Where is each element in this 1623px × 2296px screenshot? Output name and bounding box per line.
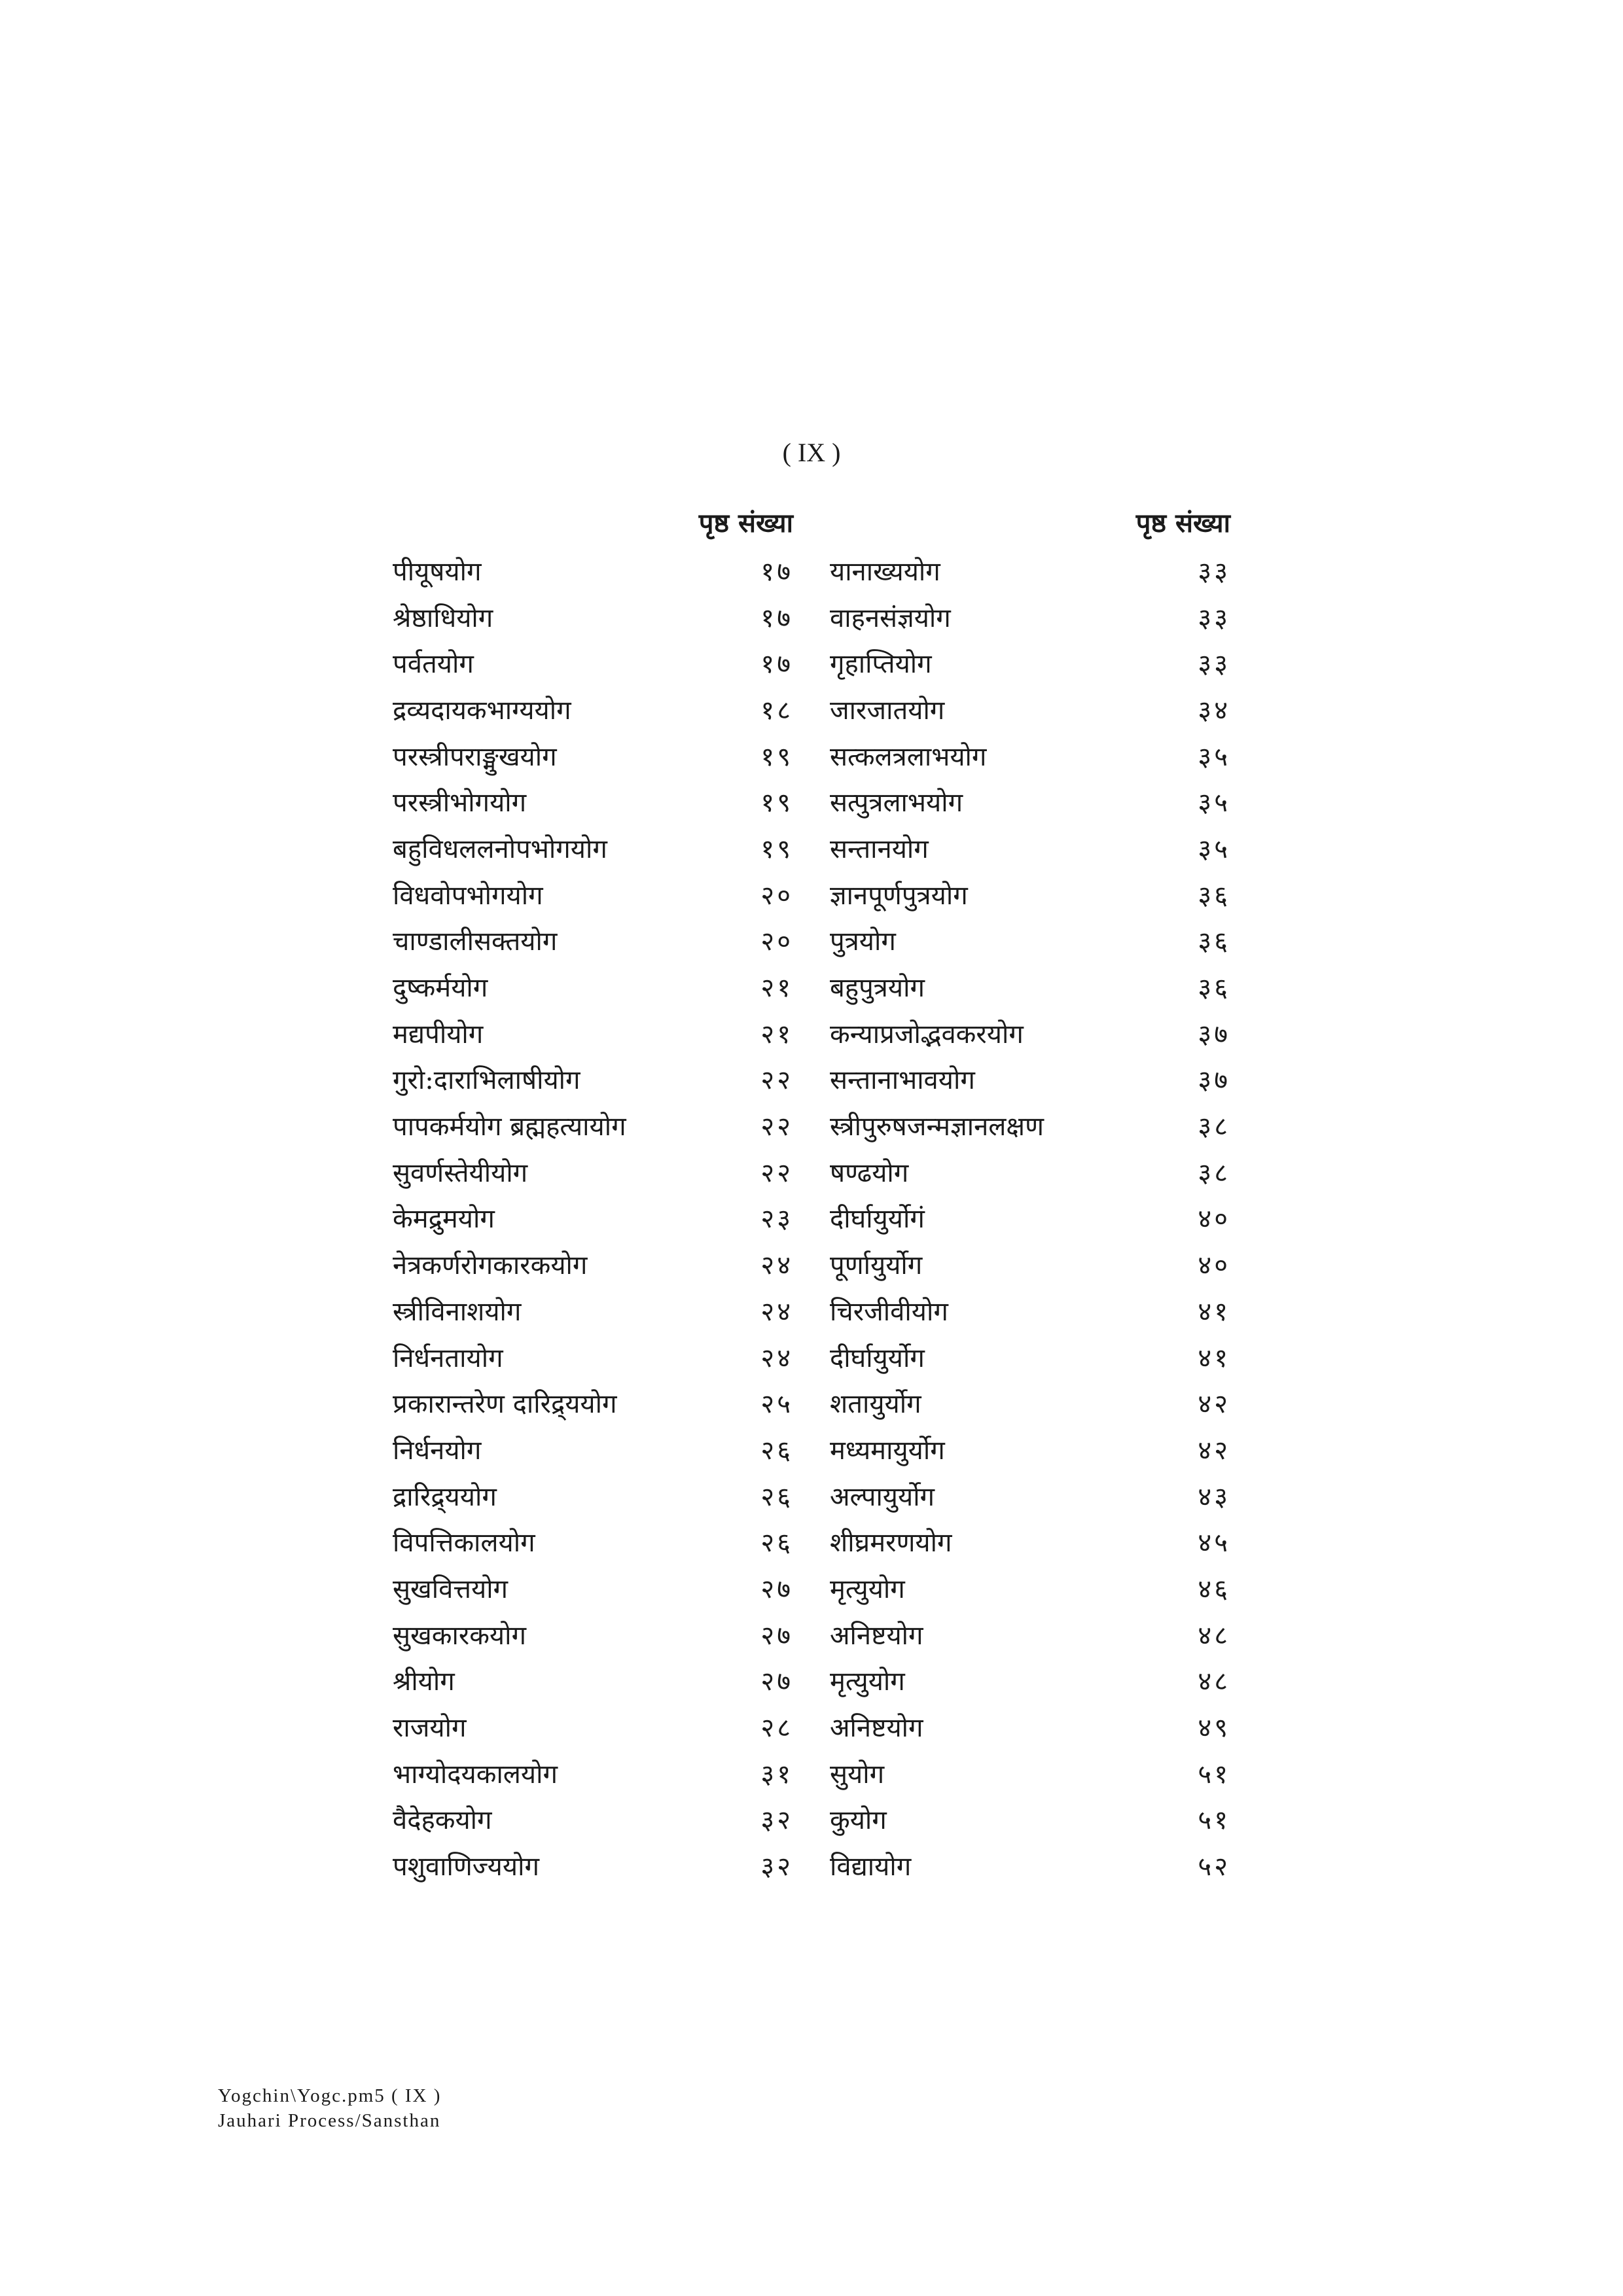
entry-page-number: २४ — [760, 1343, 793, 1373]
entry-page-number: ४९ — [1198, 1713, 1230, 1744]
entry-page-number: २३ — [760, 1204, 793, 1235]
entry-title: पापकर्मयोग ब्रह्महत्यायोग — [393, 1112, 626, 1142]
entry-page-number: ३६ — [1198, 880, 1230, 911]
toc-entry — [393, 778, 793, 824]
entry-title: स्त्रीविनाशयोग — [393, 1296, 522, 1327]
entry-page-number: ५१ — [1198, 1759, 1230, 1790]
toc-entry — [830, 778, 1230, 824]
entry-page-number: २४ — [760, 1296, 793, 1327]
entry-title: सुयोग — [830, 1759, 885, 1790]
entry-title: पर्वतयोग — [393, 649, 474, 680]
toc-entry — [830, 1842, 1230, 1888]
entry-title: स्त्रीपुरुषजन्मज्ञानलक्षण — [830, 1112, 1044, 1142]
toc-entry — [393, 1102, 793, 1148]
entry-page-number: २० — [760, 880, 793, 911]
entry-page-number: २७ — [760, 1667, 793, 1697]
entry-title: दीर्घायुर्योगं — [830, 1204, 925, 1235]
toc-entry-list — [393, 547, 793, 1888]
toc-entry — [393, 639, 793, 686]
toc-entry — [393, 824, 793, 871]
entry-page-number: १९ — [760, 788, 793, 819]
toc-entry — [393, 547, 793, 593]
entry-page-number: ३१ — [760, 1759, 793, 1790]
entry-page-number: ३७ — [1198, 1019, 1230, 1050]
entry-page-number: २८ — [760, 1713, 793, 1744]
entry-title: सत्कलत्रलाभयोग — [830, 741, 987, 772]
toc-entry — [393, 1657, 793, 1704]
toc-entry-list — [830, 547, 1230, 1888]
entry-page-number: ३४ — [1198, 695, 1230, 726]
toc-entry — [393, 1472, 793, 1519]
entry-page-number: १७ — [760, 603, 793, 633]
toc-entry — [393, 1518, 793, 1564]
toc-entry — [830, 593, 1230, 640]
entry-page-number: ४८ — [1198, 1667, 1230, 1697]
toc-entry — [830, 1750, 1230, 1796]
entry-page-number: २२ — [760, 1065, 793, 1096]
toc-entry — [830, 1056, 1230, 1103]
page-count-header: पृष्ठ संख्या — [698, 508, 793, 539]
entry-title: पशुवाणिज्ययोग — [393, 1852, 539, 1882]
entry-title: पीयूषयोग — [393, 556, 482, 587]
entry-title: अनिष्टयोग — [830, 1713, 923, 1744]
toc-entry — [830, 1241, 1230, 1287]
entry-page-number: १९ — [760, 834, 793, 864]
entry-title: परस्त्रीपराङ्मुखयोग — [393, 741, 557, 772]
entry-title: मद्यपीयोग — [393, 1019, 484, 1050]
entry-page-number: २७ — [760, 1620, 793, 1651]
entry-page-number: ३६ — [1198, 973, 1230, 1004]
entry-title: पूर्णायुर्योग — [830, 1250, 923, 1281]
entry-page-number: ३२ — [760, 1852, 793, 1882]
entry-title: शीघ्रमरणयोग — [830, 1528, 952, 1559]
entry-title: सुखवित्तयोग — [393, 1574, 508, 1604]
entry-title: ज्ञानपूर्णपुत्रयोग — [830, 880, 968, 911]
toc-entry — [393, 871, 793, 917]
entry-title: भाग्योदयकालयोग — [393, 1759, 558, 1790]
entry-page-number: ४३ — [1198, 1481, 1230, 1512]
toc-entry — [830, 1010, 1230, 1056]
entry-title: द्रव्यदायकभाग्ययोग — [393, 695, 571, 726]
entry-page-number: ३५ — [1198, 834, 1230, 864]
toc-entry — [393, 1796, 793, 1843]
entry-title: अल्पायुर्योग — [830, 1481, 935, 1512]
page-count-header: पृष्ठ संख्या — [1135, 508, 1230, 539]
toc-entry — [393, 1611, 793, 1657]
toc-entry — [830, 639, 1230, 686]
entry-page-number: ४१ — [1198, 1296, 1230, 1327]
toc-entry — [393, 1750, 793, 1796]
toc-entry — [830, 917, 1230, 964]
toc-left-column — [393, 504, 793, 1888]
entry-page-number: १९ — [760, 741, 793, 772]
toc-entry — [830, 1333, 1230, 1380]
entry-title: सुवर्णस्तेयीयोग — [393, 1157, 528, 1188]
entry-title: प्रकारान्तरेण दारिद्र्ययोग — [393, 1389, 617, 1420]
toc-entry — [393, 1379, 793, 1426]
entry-title: वाहनसंज्ञयोग — [830, 603, 951, 633]
toc-right-column — [830, 504, 1230, 1888]
entry-title: सन्तानयोग — [830, 834, 929, 864]
entry-page-number: ३७ — [1198, 1065, 1230, 1096]
toc-entry — [830, 1287, 1230, 1333]
toc-entry — [393, 1195, 793, 1241]
footer-publisher: Jauhari Process/Sansthan — [218, 2110, 441, 2131]
toc-entry — [830, 1195, 1230, 1241]
entry-title: मृत्युयोग — [830, 1667, 905, 1697]
entry-title: केमद्रुमयोग — [393, 1204, 495, 1235]
toc-entry — [830, 963, 1230, 1010]
toc-entry — [830, 732, 1230, 779]
entry-page-number: ४२ — [1198, 1435, 1230, 1466]
entry-title: श्रीयोग — [393, 1667, 455, 1697]
entry-page-number: २६ — [760, 1528, 793, 1559]
toc-entry — [393, 1564, 793, 1611]
toc-entry — [830, 1611, 1230, 1657]
entry-title: द्रारिद्र्ययोग — [393, 1481, 497, 1512]
toc-entry — [830, 1426, 1230, 1472]
toc-entry — [830, 1564, 1230, 1611]
entry-page-number: २१ — [760, 1019, 793, 1050]
toc-entry — [393, 1842, 793, 1888]
toc-entry — [830, 686, 1230, 732]
page-number: ( IX ) — [782, 438, 841, 467]
entry-title: दुष्कर्मयोग — [393, 973, 488, 1004]
footer-file-path: Yogchin\Yogc.pm5 ( IX ) — [218, 2085, 442, 2106]
entry-page-number: १७ — [760, 649, 793, 680]
entry-title: अनिष्टयोग — [830, 1620, 923, 1651]
entry-page-number: २६ — [760, 1481, 793, 1512]
entry-title: मध्यमायुर्योग — [830, 1435, 945, 1466]
toc-entry — [393, 1010, 793, 1056]
toc-entry — [830, 824, 1230, 871]
entry-page-number: ५२ — [1198, 1852, 1230, 1882]
entry-title: सुखकारकयोग — [393, 1620, 526, 1651]
toc-entry — [393, 1056, 793, 1103]
entry-title: बहुपुत्रयोग — [830, 973, 925, 1004]
entry-page-number: ४१ — [1198, 1343, 1230, 1373]
entry-title: विद्यायोग — [830, 1852, 912, 1882]
entry-page-number: २२ — [760, 1157, 793, 1188]
entry-title: दीर्घायुर्योग — [830, 1343, 925, 1373]
footer — [218, 2083, 441, 2133]
toc-entry — [393, 1703, 793, 1750]
entry-title: चिरजीवीयोग — [830, 1296, 948, 1327]
entry-page-number: ३३ — [1198, 556, 1230, 587]
toc-entry — [393, 1426, 793, 1472]
toc-entry — [830, 1657, 1230, 1704]
entry-title: निर्धनतायोग — [393, 1343, 503, 1373]
toc-entry — [393, 1333, 793, 1380]
entry-page-number: ३८ — [1198, 1112, 1230, 1142]
toc-entry — [393, 732, 793, 779]
toc-entry — [393, 963, 793, 1010]
entry-page-number: ५१ — [1198, 1805, 1230, 1836]
toc-entry — [393, 1287, 793, 1333]
entry-title: गुरो:दाराभिलाषीयोग — [393, 1065, 580, 1096]
toc-entry — [830, 1379, 1230, 1426]
entry-title: यानाख्ययोग — [830, 556, 940, 587]
entry-title: नेत्रकर्णरोगकारकयोग — [393, 1250, 588, 1281]
entry-title: चाण्डालीसक्तयोग — [393, 927, 558, 957]
entry-page-number: ३३ — [1198, 603, 1230, 633]
toc-entry — [393, 593, 793, 640]
entry-title: कन्याप्रजोद्भवकरयोग — [830, 1019, 1024, 1050]
entry-page-number: ४८ — [1198, 1620, 1230, 1651]
entry-page-number: २७ — [760, 1574, 793, 1604]
entry-title: मृत्युयोग — [830, 1574, 905, 1604]
entry-page-number: १८ — [760, 695, 793, 726]
entry-page-number: २० — [760, 927, 793, 957]
entry-page-number: ३८ — [1198, 1157, 1230, 1188]
toc-entry — [830, 871, 1230, 917]
entry-page-number: ४५ — [1198, 1528, 1230, 1559]
entry-title: गृहाप्तियोग — [830, 649, 932, 680]
entry-title: षण्ढयोग — [830, 1157, 909, 1188]
entry-page-number: २२ — [760, 1112, 793, 1142]
entry-page-number: ३५ — [1198, 788, 1230, 819]
entry-page-number: २१ — [760, 973, 793, 1004]
entry-page-number: ३५ — [1198, 741, 1230, 772]
entry-title: परस्त्रीभोगयोग — [393, 788, 527, 819]
toc-entry — [830, 547, 1230, 593]
toc-entry — [830, 1148, 1230, 1195]
entry-title: बहुविधललनोपभोगयोग — [393, 834, 607, 864]
entry-title: जारजातयोग — [830, 695, 945, 726]
entry-title: श्रेष्ठाधियोग — [393, 603, 493, 633]
toc-entry — [830, 1796, 1230, 1843]
toc-entry — [393, 1148, 793, 1195]
entry-title: विपत्तिकालयोग — [393, 1528, 535, 1559]
toc-entry — [830, 1703, 1230, 1750]
entry-title: कुयोग — [830, 1805, 887, 1836]
entry-title: पुत्रयोग — [830, 927, 896, 957]
entry-page-number: ३२ — [760, 1805, 793, 1836]
entry-title: सत्पुत्रलाभयोग — [830, 788, 963, 819]
toc-entry — [393, 1241, 793, 1287]
entry-title: निर्धनयोग — [393, 1435, 482, 1466]
entry-title: विधवोपभोगयोग — [393, 880, 543, 911]
entry-title: वैदेहकयोग — [393, 1805, 492, 1836]
entry-title: सन्तानाभावयोग — [830, 1065, 975, 1096]
entry-page-number: ३३ — [1198, 649, 1230, 680]
toc-entry — [830, 1102, 1230, 1148]
entry-page-number: ४६ — [1198, 1574, 1230, 1604]
toc-entry — [393, 686, 793, 732]
entry-page-number: २४ — [760, 1250, 793, 1281]
entry-page-number: ३६ — [1198, 927, 1230, 957]
toc-entry — [830, 1518, 1230, 1564]
toc-entry — [393, 917, 793, 964]
entry-page-number: २५ — [760, 1389, 793, 1420]
toc-entry — [830, 1472, 1230, 1519]
entry-page-number: ४० — [1198, 1250, 1230, 1281]
entry-page-number: ४० — [1198, 1204, 1230, 1235]
entry-title: शतायुर्योग — [830, 1389, 921, 1420]
entry-page-number: १७ — [760, 556, 793, 587]
entry-page-number: २६ — [760, 1435, 793, 1466]
entry-title: राजयोग — [393, 1713, 467, 1744]
entry-page-number: ४२ — [1198, 1389, 1230, 1420]
